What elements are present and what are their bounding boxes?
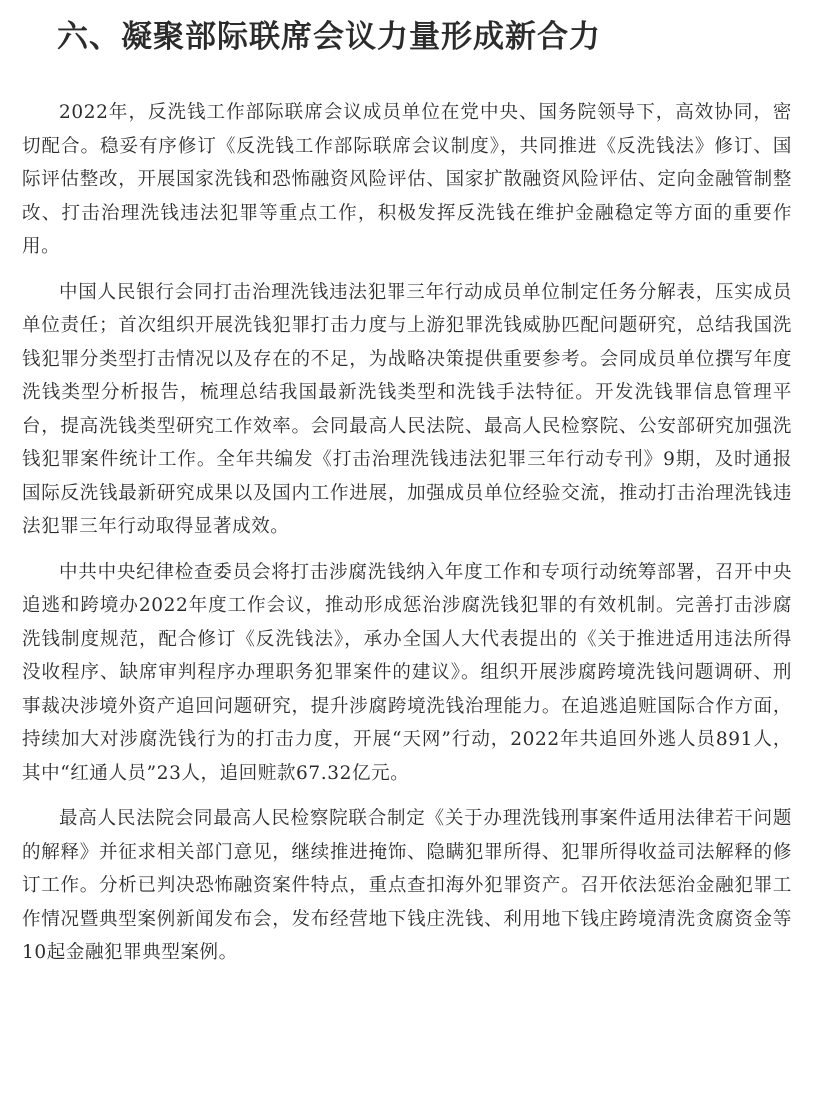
paragraph: 中国人民银行会同打击治理洗钱违法犯罪三年行动成员单位制定任务分解表，压实成员单位责任；首次组织开展洗钱犯罪打击力度与上游犯罪洗钱威胁匹配问题研究，总结我国洗钱犯罪分类型打击情况以及存在的不足，为战略决策提供重要参考。会同成员单位撰写年度洗钱类型分析报告，梳理总结我国最新洗钱类型和洗钱手法特征。开发洗钱罪信息管理平台，提高洗钱类型研究工作效率。会同最高人民法院、最高人民检察院、公安部研究加强洗钱犯罪案件统计工作。全年共编发《打击治理洗钱违法犯罪三年行动专刊》9期，及时通报国际反洗钱最新研究成果以及国内工作进展，加强成员单位经验交流，推动打击治理洗钱违法犯罪三年行动取得显著成效。 <box>22 281 792 537</box>
paragraph: 2022年，反洗钱工作部际联席会议成员单位在党中央、国务院领导下，高效协同，密切配合。稳妥有序修订《反洗钱工作部际联席会议制度》，共同推进《反洗钱法》修订、国际评估整改，开展国家洗钱和恐怖融资风险评估、国家扩散融资风险评估、定向金融管制整改、打击治理洗钱违法犯罪等重点工作，积极发挥反洗钱在维护金融稳定等方面的重要作用。 <box>22 102 792 257</box>
paragraph: 中共中央纪律检查委员会将打击涉腐洗钱纳入年度工作和专项行动统筹部署，召开中央追逃和跨境办2022年度工作会议，推动形成惩治涉腐洗钱犯罪的有效机制。完善打击涉腐洗钱制度规范，配合修订《反洗钱法》，承办全国人大代表提出的《关于推进适用违法所得没收程序、缺席审判程序办理职务犯罪案件的建议》。组织开展涉腐跨境洗钱问题调研、刑事裁决涉境外资产追回问题研究，提升涉腐跨境洗钱治理能力。在追逃追赃国际合作方面，持续加大对涉腐洗钱行为的打击力度，开展“天网”行动，2022年共追回外逃人员891人，其中“红通人员”23人，追回赃款67.32亿元。 <box>22 561 792 784</box>
paragraph: 最高人民法院会同最高人民检察院联合制定《关于办理洗钱刑事案件适用法律若干问题的解释》并征求相关部门意见，继续推进掩饰、隐瞒犯罪所得、犯罪所得收益司法解释的修订工作。分析已判决恐怖融资案件特点，重点查扣海外犯罪资产。召开依法惩治金融犯罪工作情况暨典型案例新闻发布会，发布经营地下钱庄洗钱、利用地下钱庄跨境清洗贪腐资金等10起金融犯罪典型案例。 <box>22 808 792 963</box>
document-body <box>22 96 792 982</box>
section-title: 六、凝聚部际联席会议力量形成新合力 <box>57 19 601 55</box>
